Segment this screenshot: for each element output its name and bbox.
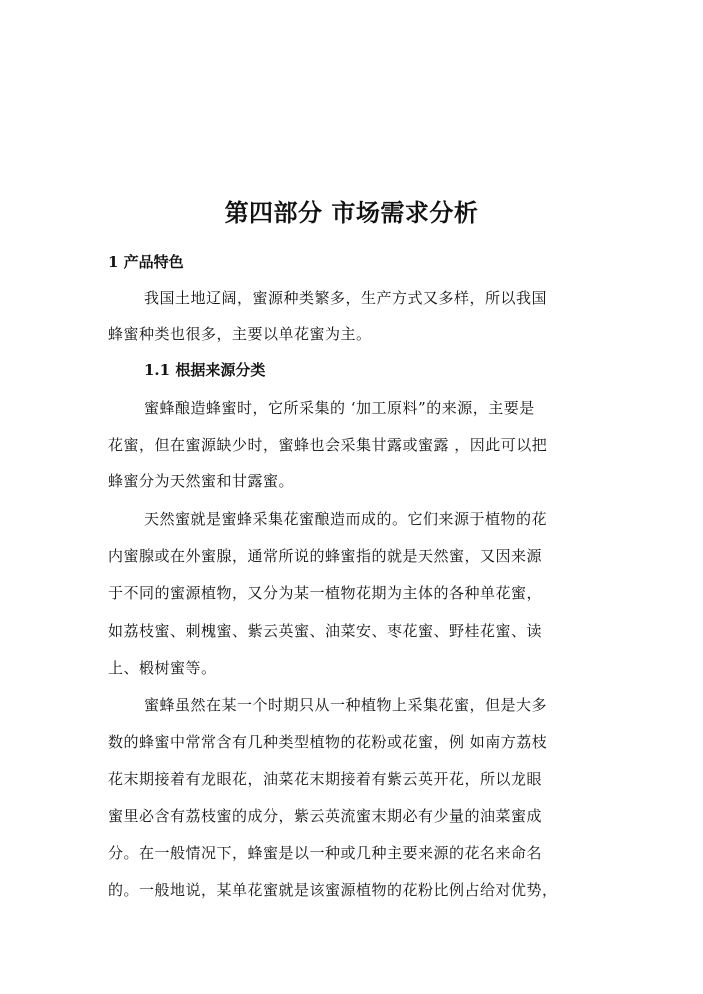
paragraph-line: 于不同的蜜源植物，又分为某一植物花期为主体的各种单花蜜， xyxy=(108,584,543,602)
page-title: 第四部分 市场需求分析 xyxy=(224,198,479,227)
paragraph-line: 上、椴树蜜等。 xyxy=(108,659,217,677)
paragraph-line: 蜜蜂酿造蜂蜜时，它所采集的 ‘加工原料”的来源，主要是 xyxy=(144,399,535,417)
paragraph-line: 花末期接着有龙眼花，油菜花末期接着有紫云英开花，所以龙眼 xyxy=(108,770,543,788)
paragraph-line: 的。一般地说，某单花蜜就是该蜜源植物的花粉比例占给对优势， xyxy=(108,881,558,899)
paragraph-line: 花蜜，但在蜜源缺少时，蜜蜂也会采集甘露或蜜露 ，因此可以把 xyxy=(108,436,548,454)
paragraph-line: 如荔枝蜜、刺槐蜜、紫云英蜜、油菜安、枣花蜜、野桂花蜜、读 xyxy=(108,622,543,640)
paragraph-line: 内蜜腺或在外蜜腺，通常所说的蜂蜜指的就是天然蜜，又因来源 xyxy=(108,547,543,565)
paragraph-line: 蜜蜂虽然在某一个时期只从一种植物上采集花蜜，但是大多 xyxy=(144,696,548,714)
paragraph-line: 我国土地辽阔，蜜源种类繁多，生产方式又多样，所以我国 xyxy=(144,289,548,307)
paragraph-line: 分。在一般情况下，蜂蜜是以一种或几种主要来源的花名来命名 xyxy=(108,844,543,862)
subsection-heading-by-source: 1.1 根据来源分类 xyxy=(144,361,266,379)
paragraph-line: 数的蜂蜜中常常含有几种类型植物的花粉或花蜜，例 如南方荔枝 xyxy=(108,733,548,751)
paragraph-line: 蜂蜜种类也很多，主要以单花蜜为主。 xyxy=(108,325,372,343)
section-heading-product-features: 1 产品特色 xyxy=(108,253,184,271)
paragraph-line: 蜂蜜分为天然蜜和甘露蜜。 xyxy=(108,472,295,490)
paragraph-line: 蜜里必含有荔枝蜜的成分，紫云英流蜜末期必有少量的油菜蜜成 xyxy=(108,807,543,825)
paragraph-line: 天然蜜就是蜜蜂采集花蜜酿造而成的。它们来源于植物的花 xyxy=(144,510,548,528)
